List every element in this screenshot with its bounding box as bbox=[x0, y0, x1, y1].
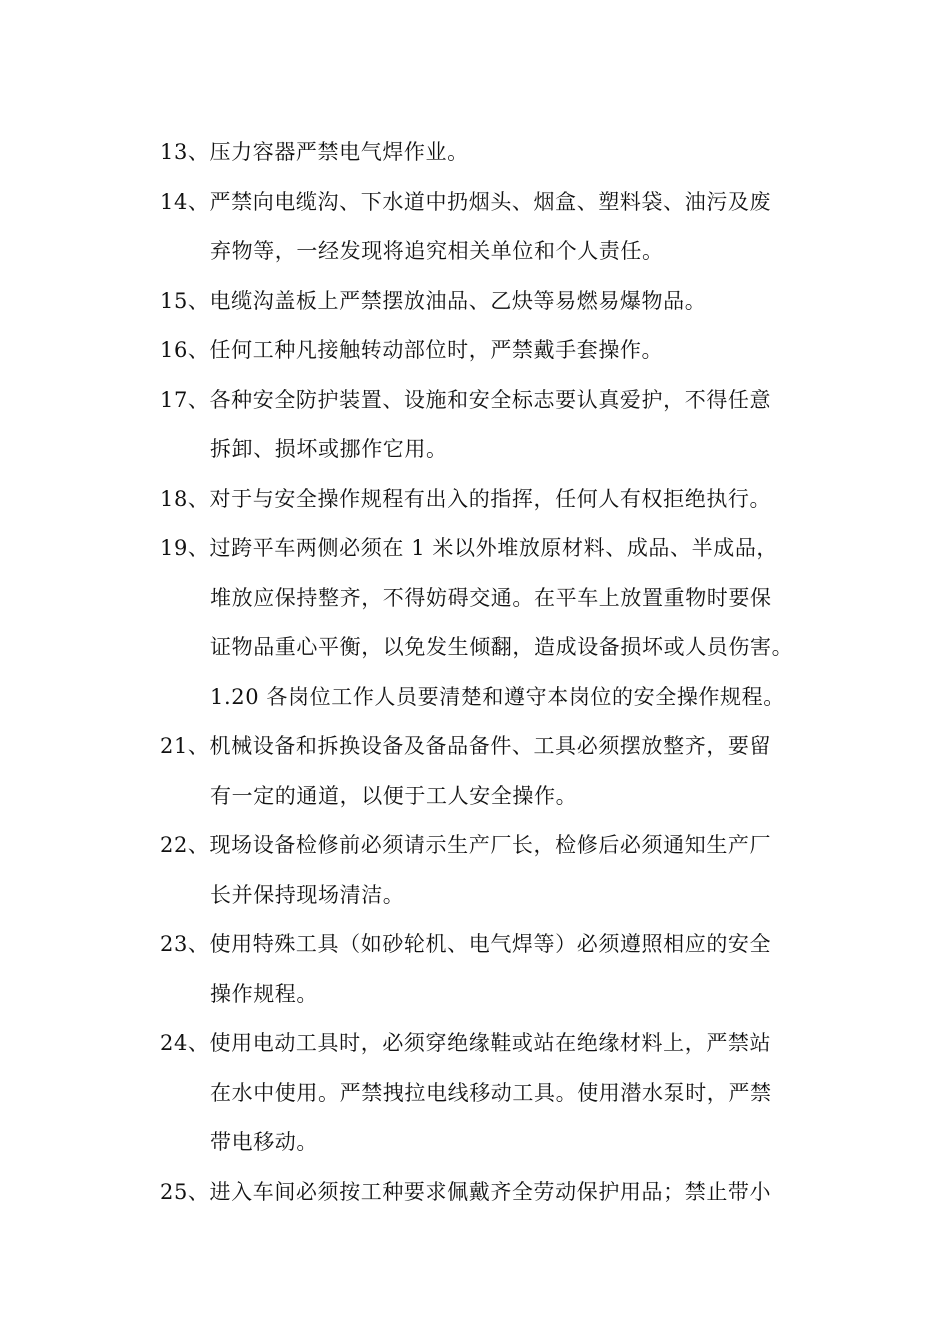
document-body bbox=[160, 132, 850, 1221]
document-line-continuation: 堆放应保持整齐，不得妨碍交通。在平车上放置重物时要保 bbox=[210, 585, 772, 610]
document-line: 22、现场设备检修前必须请示生产厂长，检修后必须通知生产厂 bbox=[160, 833, 772, 857]
document-line: 18、对于与安全操作规程有出入的指挥，任何人有权拒绝执行。 bbox=[160, 486, 772, 511]
document-line-continuation: 在水中使用。严禁拽拉电线移动工具。使用潜水泵时，严禁 bbox=[210, 1080, 772, 1105]
document-line-continuation: 1.20 各岗位工作人员要清楚和遵守本岗位的安全操作规程。 bbox=[210, 684, 785, 709]
document-line-continuation: 拆卸、损坏或挪作它用。 bbox=[210, 437, 448, 461]
document-line: 23、使用特殊工具（如砂轮机、电气焊等）必须遵照相应的安全 bbox=[160, 932, 772, 956]
document-line-continuation: 有一定的通道，以便于工人安全操作。 bbox=[210, 783, 578, 808]
document-line: 21、机械设备和拆换设备及备品备件、工具必须摆放整齐，要留 bbox=[160, 734, 772, 758]
document-line-continuation: 带电移动。 bbox=[210, 1130, 318, 1154]
document-line-continuation: 长并保持现场清洁。 bbox=[210, 882, 405, 907]
document-line: 14、严禁向电缆沟、下水道中扔烟头、烟盒、塑料袋、油污及废 bbox=[160, 189, 772, 214]
document-line: 19、过跨平车两侧必须在 1 米以外堆放原材料、成品、半成品， bbox=[160, 536, 779, 560]
document-line: 16、任何工种凡接触转动部位时，严禁戴手套操作。 bbox=[160, 338, 664, 362]
document-line: 24、使用电动工具时，必须穿绝缘鞋或站在绝缘材料上，严禁站 bbox=[160, 1031, 772, 1055]
document-line: 25、进入车间必须按工种要求佩戴齐全劳动保护用品；禁止带小 bbox=[160, 1179, 772, 1204]
document-line-continuation: 证物品重心平衡，以免发生倾翻，造成设备损坏或人员伤害。 bbox=[210, 635, 794, 659]
document-line-continuation: 操作规程。 bbox=[210, 981, 318, 1006]
document-line-continuation: 弃物等，一经发现将追究相关单位和个人责任。 bbox=[210, 239, 664, 263]
document-line: 13、压力容器严禁电气焊作业。 bbox=[160, 140, 469, 164]
document-line: 15、电缆沟盖板上严禁摆放油品、乙炔等易燃易爆物品。 bbox=[160, 288, 707, 313]
document-line: 17、各种安全防护装置、设施和安全标志要认真爱护，不得任意 bbox=[160, 387, 772, 412]
